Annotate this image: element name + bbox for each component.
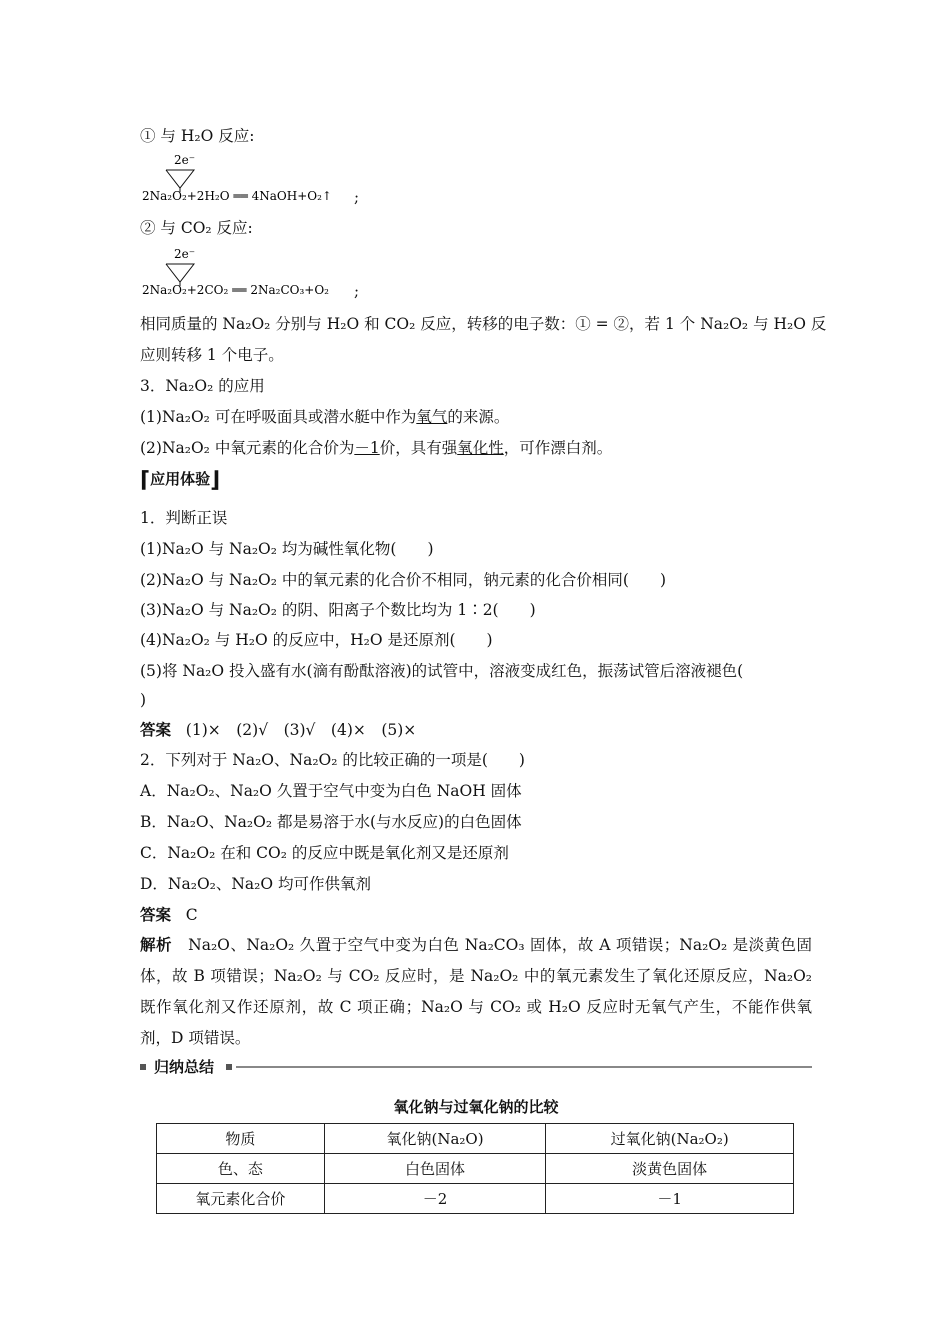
underlined-answer: －1 (354, 439, 380, 457)
question-2-option-d: D．Na₂O₂、Na₂O 均可作供氧剂 (140, 875, 372, 893)
text: ，可作漂白剂。 (503, 439, 613, 457)
underlined-answer: 氧化性 (457, 439, 504, 457)
analysis-label: 解析 (140, 936, 172, 954)
question-1-item-4: (4)Na₂O₂ 与 H₂O 的反应中，H₂O 是还原剂( ) (140, 631, 493, 649)
question-1-heading: 1．判断正误 (140, 509, 228, 527)
answer-label: 答案 (140, 721, 172, 739)
application-heading: 3．Na₂O₂ 的应用 (140, 377, 265, 395)
equation-text: 2Na₂O₂+2H₂O ══ 4NaOH+O₂↑ (142, 189, 332, 203)
table-title: 氧化钠与过氧化钠的比较 (393, 1098, 559, 1116)
equation-end: ; (354, 282, 360, 300)
section-tag-experience (140, 468, 220, 493)
table-row (157, 1184, 794, 1214)
reaction-co2-title: ② 与 CO₂ 反应: (140, 219, 253, 237)
summary-tag-label: 归纳总结 (154, 1058, 215, 1076)
reaction-h2o-equation-block (140, 150, 380, 212)
table-header-row (157, 1124, 794, 1154)
table-cell: 氧元素化合价 (157, 1184, 325, 1214)
reaction-h2o-title: ① 与 H₂O 反应: (140, 127, 255, 145)
section-tag-label: 应用体验 (150, 470, 211, 488)
underlined-answer: 氧气 (416, 408, 448, 426)
question-1-item-3: (3)Na₂O 与 Na₂O₂ 的阴、阳离子个数比均为 1∶2( ) (140, 601, 536, 619)
table-row (157, 1154, 794, 1184)
summary-section-bar (140, 1056, 812, 1078)
application-item-1 (140, 407, 509, 427)
text: 价，具有强 (379, 439, 458, 457)
left-bracket-icon: ⌈ (140, 468, 151, 493)
electron-transfer-label: 2e⁻ (174, 153, 196, 167)
equation-end: ; (354, 188, 360, 206)
answer-label: 答案 (140, 906, 172, 924)
question-2-analysis (140, 930, 812, 1054)
square-bullet-icon (140, 1064, 146, 1070)
electron-transfer-label: 2e⁻ (174, 247, 196, 261)
question-2-option-a: A．Na₂O₂、Na₂O 久置于空气中变为白色 NaOH 固体 (140, 782, 522, 800)
text: (2)Na₂O₂ 中氧元素的化合价为 (140, 439, 355, 457)
equation-text: 2Na₂O₂+2CO₂ ══ 2Na₂CO₃+O₂ (142, 283, 329, 297)
text: 的来源。 (447, 408, 510, 426)
question-2-answer (140, 905, 198, 925)
question-1-item-5: (5)将 Na₂O 投入盛有水(滴有酚酞溶液)的试管中，溶液变成红色，振荡试管后溶液褪色( (140, 662, 744, 680)
question-2-heading: 2．下列对于 Na₂O、Na₂O₂ 的比较正确的一项是( ) (140, 751, 525, 769)
table-header-cell: 过氧化钠(Na₂O₂) (546, 1124, 794, 1154)
question-1-item-2: (2)Na₂O 与 Na₂O₂ 中的氧元素的化合价不相同，钠元素的化合价相同( ) (140, 571, 666, 589)
table-cell: 白色固体 (324, 1154, 546, 1184)
table-header-cell: 氧化钠(Na₂O) (324, 1124, 546, 1154)
table-cell: 色、态 (157, 1154, 325, 1184)
divider (236, 1066, 812, 1068)
table-cell: －2 (324, 1184, 546, 1214)
text: (1)Na₂O₂ 可在呼吸面具或潜水艇中作为 (140, 408, 417, 426)
transfer-note-line-2: 应则转移 1 个电子。 (140, 346, 284, 364)
table-cell: －1 (546, 1184, 794, 1214)
reaction-co2-equation-block (140, 244, 380, 306)
analysis-text: Na₂O、Na₂O₂ 久置于空气中变为白色 Na₂CO₃ 固体，故 A 项错误；Na₂O₂ 是淡黄色固体，故 B 项错误；Na₂O₂ 与 CO₂ 反应时，是 Na₂O₂ 中的氧元素发生了氧化还原反应，Na₂O₂ 既作氧化剂又作还原剂，故 C 项正确；Na₂O 与 CO₂ 或 H₂O 反应时无氧气产生，不能作供氧剂，D 项错误。 (140, 936, 812, 1047)
electron-transfer-diagram-co2 (140, 244, 380, 302)
question-1-item-5-cont: ) (140, 691, 147, 709)
table-cell: 淡黄色固体 (546, 1154, 794, 1184)
electron-transfer-diagram-h2o (140, 150, 380, 208)
answer-text: C (185, 906, 198, 924)
question-1-item-1: (1)Na₂O 与 Na₂O₂ 均为碱性氧化物( ) (140, 540, 434, 558)
question-2-option-c: C．Na₂O₂ 在和 CO₂ 的反应中既是氧化剂又是还原剂 (140, 844, 509, 862)
answer-text: (1)× (2)√ (3)√ (4)× (5)× (185, 721, 417, 739)
question-2-option-b: B．Na₂O、Na₂O₂ 都是易溶于水(与水反应)的白色固体 (140, 813, 522, 831)
square-bullet-icon (226, 1064, 232, 1070)
right-bracket-icon: ⌋ (210, 468, 221, 493)
table-header-cell: 物质 (157, 1124, 325, 1154)
transfer-note-line-1: 相同质量的 Na₂O₂ 分别与 H₂O 和 CO₂ 反应，转移的电子数：① = ②，若 1 个 Na₂O₂ 与 H₂O 反 (140, 315, 827, 333)
question-1-answer (140, 720, 416, 740)
application-item-2 (140, 438, 612, 458)
comparison-table (156, 1123, 794, 1214)
